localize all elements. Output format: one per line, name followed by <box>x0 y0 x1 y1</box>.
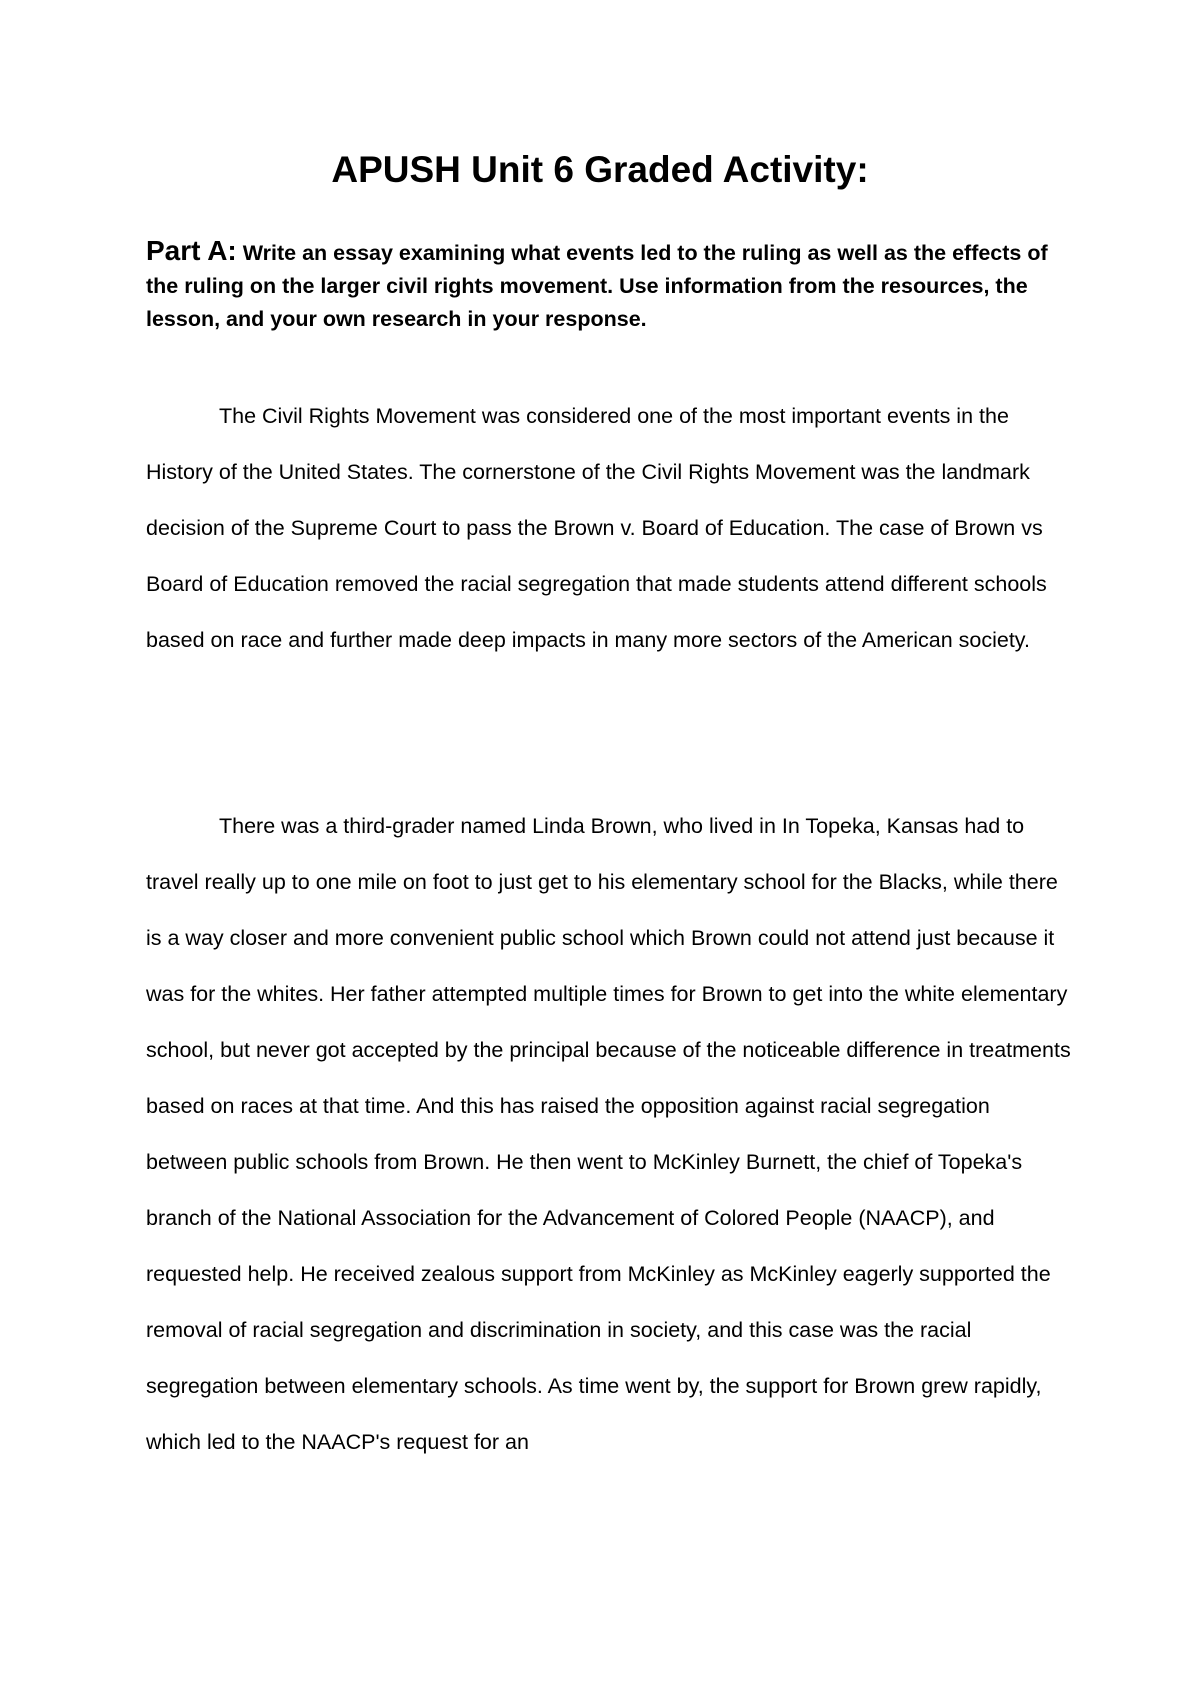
essay-paragraph-1: The Civil Rights Movement was considered one of the most important events in the History of the United States. The cornerstone of the Civil Rights Movement was the landmark decision of the Supreme Court to pass the Brown v. Board of Education. The case of Brown vs Board of Education removed the racial segregation that made students attend different schools based on race and further made deep impacts in many more sectors of the American society. <box>146 404 1047 652</box>
essay-prompt <box>146 234 1076 336</box>
prompt-part-label: Part A: <box>146 235 237 266</box>
prompt-text: Write an essay examining what events led to the ruling as well as the effects of the ruling on the larger civil rights movement. Use information from the resources, the lesson, and your own research in your response. <box>146 241 1048 331</box>
essay-paragraph-2: There was a third-grader named Linda Brown, who lived in In Topeka, Kansas had to travel really up to one mile on foot to just get to his elementary school for the Blacks, while there is a way closer and more convenient public school which Brown could not attend just because it was for the whites. Her father attempted multiple times for Brown to get into the white elementary school, but never got accepted by the principal because of the noticeable difference in treatments based on races at that time. And this has raised the opposition against racial segregation between public schools from Brown. He then went to McKinley Burnett, the chief of Topeka's branch of the National Association for the Advancement of Colored People (NAACP), and requested help. He received zealous support from McKinley as McKinley eagerly supported the removal of racial segregation and discrimination in society, and this case was the racial segregation between elementary schools. As time went by, the support for Brown grew rapidly, which led to the NAACP's request for an <box>146 814 1071 1454</box>
document-title: APUSH Unit 6 Graded Activity: <box>331 149 869 190</box>
